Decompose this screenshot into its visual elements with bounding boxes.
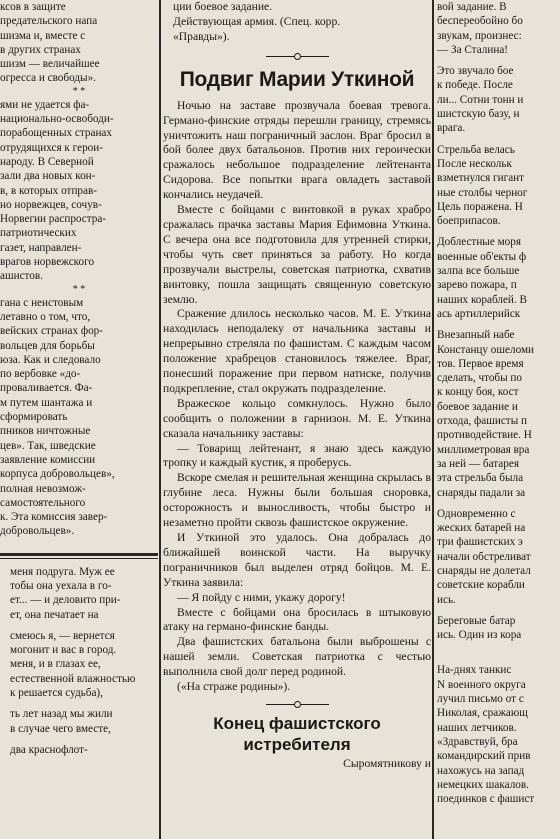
- text-line: ли... Сотни тонн и: [437, 93, 524, 106]
- text-line: ксов в защите: [0, 1, 66, 13]
- left-paragraph-1: [0, 98, 158, 284]
- text-line: летавно о том, что,: [0, 310, 91, 323]
- right-column: [437, 0, 560, 839]
- text-line: Действующая армия. (Спец. корр.: [173, 14, 341, 28]
- text-line: гана с неистовым: [0, 296, 84, 309]
- text-line: врагов норвежского: [0, 256, 95, 269]
- column-rule-right: [432, 0, 434, 839]
- text-line: естественной влажностью: [10, 672, 136, 685]
- text-line: вольцев для борьбы: [0, 339, 95, 352]
- text-line: в случае чего вместе,: [10, 722, 111, 735]
- article-headline-2: Конец фашистского истребителя: [213, 713, 381, 754]
- text-line: Цель поражена. Н: [437, 200, 523, 213]
- star-separator-2: * *: [72, 283, 86, 295]
- text-line: шистскую базу, н: [437, 108, 520, 121]
- text-line: зарево пожара, п: [437, 279, 517, 292]
- text-line: поединков с фашист: [437, 793, 535, 806]
- section-divider: [163, 51, 431, 63]
- text-line: народу. В Северной: [0, 155, 94, 168]
- text-line: м путем шантажа и: [0, 396, 93, 409]
- text-line: немецких шакалов.: [437, 778, 529, 791]
- text-line: «Здравствуй, бра: [437, 735, 518, 748]
- text-line: [437, 607, 560, 614]
- text-line: [437, 136, 560, 143]
- text-line: тобы она уехала в го-: [10, 579, 112, 592]
- article-paragraph: Два фашистских батальона были выброшены с нашей земли. Советская патриотка с честью выполнила свой долг перед родиной.: [163, 635, 431, 679]
- text-line: шизм — величайшее: [0, 58, 100, 71]
- text-line: ные столбы черног: [437, 186, 528, 199]
- text-line: пников ничтожные: [0, 425, 91, 438]
- text-line: противодействие. Н: [437, 429, 532, 442]
- text-line: снаряды падали за: [437, 486, 526, 499]
- article-paragraph: Вскоре смелая и решительная женщина скрылась в глубине леса. Нужны были большая сноровка, осторожность и выносливость, чтобы быстро и незаметно пройти сквозь фашистское окружение.: [163, 471, 431, 530]
- text-line: к решается судьба),: [10, 687, 103, 700]
- text-line: Стрельба велась: [437, 143, 515, 156]
- text-line: по вербовке «до-: [0, 368, 81, 381]
- text-line: [437, 500, 560, 507]
- text-line: национально-освободи-: [0, 113, 114, 126]
- text-line: к концу боя, кост: [437, 386, 519, 399]
- text-line: патриотических: [0, 227, 77, 240]
- text-line: нахожусь на запад: [437, 764, 525, 777]
- text-line: сделать, чтобы по: [437, 372, 523, 385]
- text-line: ашистов.: [0, 270, 43, 283]
- text-line: ть лет назад мы жили: [10, 708, 113, 721]
- text-line: предательского напа: [0, 15, 98, 28]
- text-line: ись.: [437, 593, 456, 606]
- middle-bottom-line: Сыромятникову и: [343, 756, 431, 770]
- text-line: огресса и свободы».: [0, 72, 96, 85]
- left-column: [0, 0, 158, 839]
- article-paragraph: Вражеское кольцо сомкнулось. Нужно было сообщить о положении в гарнизон. М. Е. Уткина сказала начальнику заставы:: [163, 396, 431, 440]
- text-line: к победе. После: [437, 79, 513, 92]
- text-line: [437, 228, 560, 235]
- left-section-rule: [0, 553, 158, 556]
- text-line: цев». Так, шведские: [0, 439, 96, 452]
- text-line: [437, 656, 560, 663]
- text-line: [437, 649, 560, 656]
- text-line: отрудящихся к герои-: [0, 141, 103, 154]
- text-line: ись. Один из кора: [437, 629, 522, 642]
- text-line: Одновременно с: [437, 507, 516, 520]
- middle-top-text: [163, 0, 431, 45]
- text-line: наших кораблей. В: [437, 293, 527, 306]
- text-line: ет, она печатает на: [10, 608, 99, 621]
- article-signature: («На страже родины»).: [177, 680, 291, 694]
- article-paragraph: Вместе с бойцами она бросилась в штыковую атаку на германо-финские банды.: [163, 605, 431, 634]
- text-line: беспереобойно бо: [437, 15, 523, 28]
- text-line: заявление комиссии: [0, 453, 96, 466]
- text-line: На-днях танкис: [437, 664, 512, 677]
- text-line: газет, направлен-: [0, 241, 82, 254]
- text-line: сформировать: [0, 411, 68, 424]
- article-headline: Подвиг Марии Уткиной: [179, 67, 415, 91]
- text-line: снаряды не долетал: [437, 564, 531, 577]
- text-line: взметнулся гигант: [437, 172, 525, 185]
- text-line: командирский прив: [437, 750, 531, 763]
- text-line: [10, 622, 158, 629]
- article-body: [163, 99, 431, 680]
- article-paragraph: Ночью на заставе прозвучала боевая тревога. Германо-финские отряды перешли границу, стремясь уничтожить наш пограничный заслон. Враг бросил в бой более двух батальонов. Против них героически сражалось небольшое подразделение лейтенанта Сидорова. Все попытки врага овладеть заставой кончались неудачей.: [163, 98, 431, 202]
- text-line: смеюсь я, — вернется: [10, 629, 115, 642]
- text-line: N военного округа: [437, 678, 526, 691]
- text-line: вой задание. В: [437, 1, 507, 13]
- article-paragraph: Вместе с бойцами с винтовкой в руках храбро сражалась прачка заставы Мария Ефимовна Уткина. С вечера она все подготовила для утренней стирки, чтобы чуть свет приняться за работу. Но когда прозвучали выстрелы, советская патриотка, схватив винтовку, пошла защищать священную советскую землю.: [163, 203, 431, 306]
- text-line: полная невозмож-: [0, 482, 86, 495]
- text-line: но норвежцев, сочув-: [0, 198, 102, 211]
- right-column-text: [437, 0, 560, 806]
- text-line: Внезапный набе: [437, 329, 515, 342]
- text-line: [437, 321, 560, 328]
- article-paragraph: — Я пойду с ними, укажу дорогу!: [177, 590, 346, 604]
- text-line: в, в которых отправ-: [0, 184, 97, 197]
- text-line: — За Сталина!: [437, 43, 509, 56]
- left-top-text: [0, 0, 158, 86]
- left-section-rule-thin: [0, 558, 158, 559]
- left-paragraph-2: [0, 296, 158, 539]
- text-line: [10, 700, 158, 707]
- text-line: три фашистских э: [437, 536, 523, 549]
- text-line: зали два новых кон-: [0, 170, 96, 183]
- text-line: [437, 57, 560, 64]
- text-line: могонит и вас в город.: [10, 644, 117, 657]
- text-line: После нескольк: [437, 157, 512, 170]
- text-line: порабощенных странах: [0, 127, 112, 140]
- text-line: вейских странах фор-: [0, 325, 104, 338]
- text-line: наших летчиков.: [437, 721, 517, 734]
- middle-column: [163, 0, 431, 839]
- text-line: боевое задание и: [437, 400, 518, 413]
- text-line: отхода, фашисты п: [437, 415, 527, 428]
- text-line: «Правды»).: [173, 29, 230, 43]
- text-line: [10, 736, 158, 743]
- text-line: Береговые батар: [437, 614, 516, 627]
- text-line: боеприпасов.: [437, 215, 501, 228]
- text-line: врага.: [437, 122, 466, 135]
- text-line: два краснофлот-: [10, 743, 88, 756]
- text-line: советские корабли: [437, 579, 525, 592]
- article-paragraph: — Товарищ лейтенант, я знаю здесь каждую тропку и каждый кустик, я проберусь.: [163, 441, 431, 470]
- text-line: залпа все больше: [437, 265, 520, 278]
- text-line: Николая, сражающ: [437, 707, 528, 720]
- text-line: ась артиллерийск: [437, 307, 521, 320]
- text-line: самостоятельного: [0, 496, 86, 509]
- text-line: [437, 642, 560, 649]
- text-line: Доблестные моря: [437, 236, 521, 249]
- text-line: за ней — батарея: [437, 457, 519, 470]
- text-line: шизма и, вместе с: [0, 29, 86, 42]
- column-rule-left: [159, 0, 161, 839]
- text-line: миллиметровая вра: [437, 443, 530, 456]
- section-divider-2: [163, 699, 431, 711]
- article-paragraph: Сражение длилось несколько часов. М. Е. Уткина находилась неподалеку от начальника заставы и непрерывно стреляла по фашистам. С каждым часом положение храбрецов становилось тяжелее. Враг, понесший поражение при первом натиске, получив подкрепление, стал окружать подразделение.: [163, 307, 431, 395]
- text-line: корпуса добровольцев»,: [0, 468, 115, 481]
- text-line: меня, и в глазах ее,: [10, 658, 101, 671]
- star-separator: * *: [72, 85, 86, 97]
- text-line: Это звучало бое: [437, 65, 514, 78]
- text-line: ции боевое задание.: [173, 0, 273, 13]
- text-line: добровольцев».: [0, 525, 75, 538]
- article-paragraph: И Уткиной это удалось. Она добралась до ближайшей воинской части. На выручку пограничников был выделен отряд бойцов. М. Е. Уткина заявила:: [163, 531, 431, 589]
- text-line: к. Эта комиссия завер-: [0, 511, 108, 524]
- text-line: Норвегии распростра-: [0, 213, 107, 226]
- text-line: Констанцу ошеломи: [437, 343, 535, 356]
- text-line: жеских батарей на: [437, 522, 526, 535]
- left-bottom-text: [0, 565, 158, 758]
- text-line: юза. Как и следовало: [0, 353, 101, 366]
- text-line: ет... — и деловито при-: [10, 594, 121, 607]
- text-line: в других странах: [0, 43, 81, 56]
- text-line: звукам, произнес:: [437, 29, 522, 42]
- text-line: эта стрельба была: [437, 472, 524, 485]
- text-line: лучил письмо от с: [437, 693, 524, 706]
- text-line: тов. Первое время: [437, 357, 524, 370]
- text-line: военные об'екты ф: [437, 250, 527, 263]
- text-line: начали обстреливат: [437, 550, 531, 563]
- text-line: ями не удается фа-: [0, 98, 90, 111]
- text-line: проваливается. Фа-: [0, 382, 93, 395]
- text-line: меня подруга. Муж ее: [10, 565, 115, 578]
